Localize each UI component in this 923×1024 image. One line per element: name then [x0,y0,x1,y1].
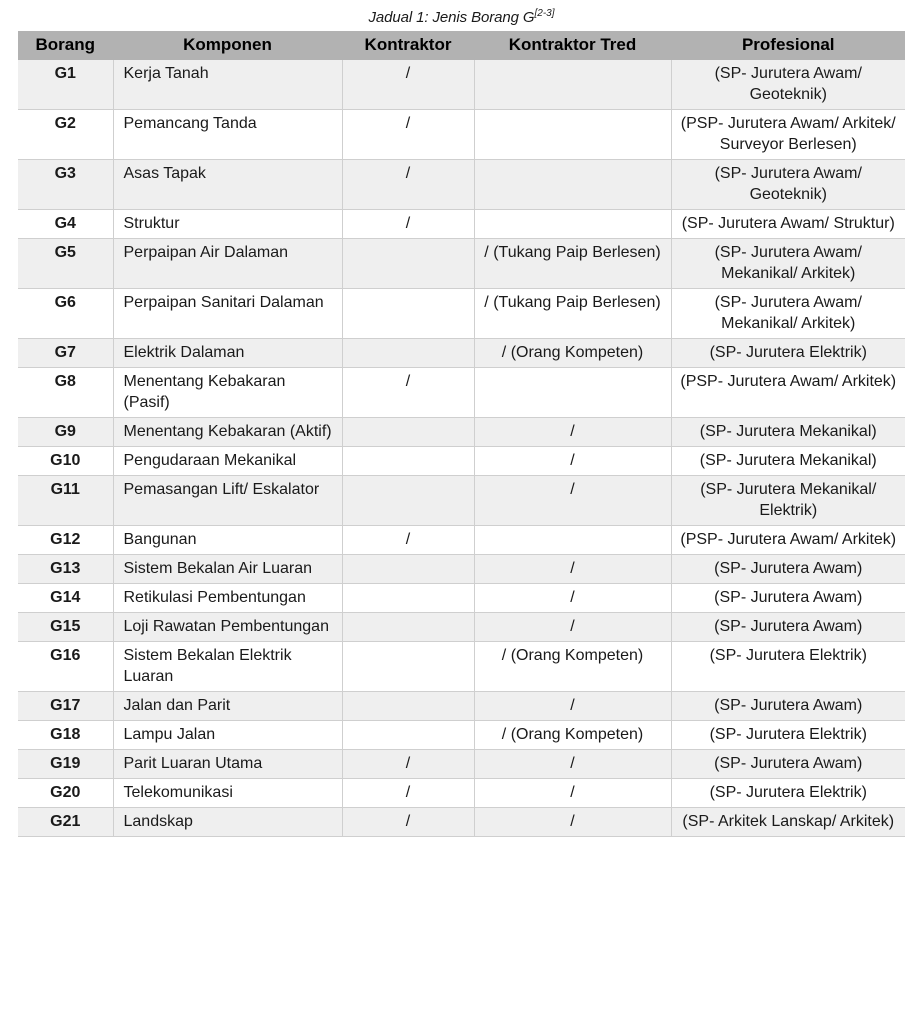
cell-profesional: (SP- Jurutera Awam/ Mekanikal/ Arkitek) [671,239,905,289]
cell-kontraktor [342,555,474,584]
cell-profesional: (SP- Jurutera Awam) [671,750,905,779]
cell-profesional: (SP- Jurutera Awam) [671,555,905,584]
cell-kontraktor-tred: / [474,584,671,613]
cell-profesional: (SP- Jurutera Awam/ Geoteknik) [671,60,905,110]
table-caption [0,0,923,31]
table-caption-reference: [2-3] [534,8,555,19]
cell-borang: G13 [18,555,113,584]
cell-profesional: (SP- Jurutera Awam) [671,613,905,642]
cell-kontraktor: / [342,808,474,837]
cell-komponen: Sistem Bekalan Elektrik Luaran [113,642,342,692]
cell-komponen: Loji Rawatan Pembentungan [113,613,342,642]
cell-komponen: Lampu Jalan [113,721,342,750]
cell-kontraktor-tred: / (Orang Kompeten) [474,339,671,368]
table-row [18,555,905,584]
cell-kontraktor [342,476,474,526]
cell-borang: G6 [18,289,113,339]
cell-profesional: (PSP- Jurutera Awam/ Arkitek/ Surveyor Berlesen) [671,110,905,160]
table-row [18,160,905,210]
cell-kontraktor-tred: / [474,692,671,721]
cell-kontraktor-tred: / (Orang Kompeten) [474,642,671,692]
cell-borang: G17 [18,692,113,721]
cell-kontraktor-tred: / [474,555,671,584]
cell-profesional: (SP- Jurutera Elektrik) [671,339,905,368]
cell-borang: G10 [18,447,113,476]
cell-borang: G8 [18,368,113,418]
cell-borang: G4 [18,210,113,239]
cell-komponen: Menentang Kebakaran (Pasif) [113,368,342,418]
cell-kontraktor-tred [474,110,671,160]
table-row [18,779,905,808]
cell-kontraktor [342,239,474,289]
cell-borang: G1 [18,60,113,110]
table-caption-text: Jadual 1: Jenis Borang G [368,9,535,26]
cell-kontraktor-tred [474,210,671,239]
cell-kontraktor [342,721,474,750]
cell-kontraktor-tred: / (Orang Kompeten) [474,721,671,750]
cell-profesional: (SP- Jurutera Mekanikal/ Elektrik) [671,476,905,526]
cell-profesional: (SP- Arkitek Lanskap/ Arkitek) [671,808,905,837]
table-row [18,447,905,476]
cell-kontraktor-tred [474,160,671,210]
cell-kontraktor: / [342,160,474,210]
cell-profesional: (SP- Jurutera Awam/ Geoteknik) [671,160,905,210]
cell-komponen: Pemasangan Lift/ Eskalator [113,476,342,526]
cell-kontraktor: / [342,526,474,555]
cell-kontraktor-tred [474,368,671,418]
cell-borang: G11 [18,476,113,526]
cell-kontraktor [342,418,474,447]
cell-komponen: Perpaipan Sanitari Dalaman [113,289,342,339]
borang-g-table [18,31,905,837]
cell-profesional: (SP- Jurutera Awam) [671,692,905,721]
cell-komponen: Struktur [113,210,342,239]
cell-kontraktor [342,339,474,368]
cell-komponen: Elektrik Dalaman [113,339,342,368]
cell-borang: G19 [18,750,113,779]
table-header-row [18,31,905,60]
cell-borang: G5 [18,239,113,289]
cell-kontraktor-tred [474,526,671,555]
table-row [18,418,905,447]
cell-kontraktor-tred: / [474,476,671,526]
table-row [18,210,905,239]
cell-borang: G9 [18,418,113,447]
column-header-kontraktor-tred: Kontraktor Tred [474,31,671,60]
cell-borang: G16 [18,642,113,692]
table-row [18,584,905,613]
cell-profesional: (SP- Jurutera Elektrik) [671,721,905,750]
cell-profesional: (SP- Jurutera Elektrik) [671,779,905,808]
table-header [18,31,905,60]
table-row [18,613,905,642]
table-row [18,368,905,418]
cell-profesional: (PSP- Jurutera Awam/ Arkitek) [671,526,905,555]
cell-komponen: Perpaipan Air Dalaman [113,239,342,289]
cell-kontraktor [342,692,474,721]
table-row [18,526,905,555]
cell-profesional: (SP- Jurutera Mekanikal) [671,447,905,476]
cell-profesional: (SP- Jurutera Awam) [671,584,905,613]
column-header-profesional: Profesional [671,31,905,60]
table-row [18,642,905,692]
table-row [18,750,905,779]
cell-kontraktor [342,584,474,613]
table-row [18,339,905,368]
cell-komponen: Telekomunikasi [113,779,342,808]
column-header-borang: Borang [18,31,113,60]
table-container [18,31,905,837]
table-row [18,692,905,721]
cell-kontraktor-tred: / [474,447,671,476]
cell-borang: G21 [18,808,113,837]
cell-kontraktor: / [342,368,474,418]
cell-profesional: (PSP- Jurutera Awam/ Arkitek) [671,368,905,418]
cell-profesional: (SP- Jurutera Elektrik) [671,642,905,692]
cell-borang: G14 [18,584,113,613]
cell-kontraktor-tred: / (Tukang Paip Berlesen) [474,239,671,289]
cell-kontraktor: / [342,60,474,110]
cell-komponen: Bangunan [113,526,342,555]
cell-borang: G3 [18,160,113,210]
cell-kontraktor: / [342,210,474,239]
cell-kontraktor-tred: / (Tukang Paip Berlesen) [474,289,671,339]
cell-kontraktor-tred: / [474,808,671,837]
cell-kontraktor-tred: / [474,750,671,779]
column-header-komponen: Komponen [113,31,342,60]
cell-kontraktor-tred: / [474,418,671,447]
cell-borang: G12 [18,526,113,555]
cell-komponen: Retikulasi Pembentungan [113,584,342,613]
cell-kontraktor [342,289,474,339]
cell-borang: G15 [18,613,113,642]
table-row [18,239,905,289]
cell-komponen: Sistem Bekalan Air Luaran [113,555,342,584]
cell-komponen: Landskap [113,808,342,837]
cell-kontraktor [342,642,474,692]
cell-borang: G7 [18,339,113,368]
cell-kontraktor: / [342,110,474,160]
cell-kontraktor: / [342,750,474,779]
cell-komponen: Asas Tapak [113,160,342,210]
cell-borang: G18 [18,721,113,750]
cell-kontraktor-tred: / [474,613,671,642]
table-row [18,289,905,339]
cell-kontraktor [342,447,474,476]
cell-profesional: (SP- Jurutera Mekanikal) [671,418,905,447]
cell-borang: G20 [18,779,113,808]
table-row [18,110,905,160]
cell-komponen: Menentang Kebakaran (Aktif) [113,418,342,447]
cell-profesional: (SP- Jurutera Awam/ Struktur) [671,210,905,239]
table-row [18,721,905,750]
cell-kontraktor-tred: / [474,779,671,808]
cell-komponen: Pemancang Tanda [113,110,342,160]
cell-komponen: Kerja Tanah [113,60,342,110]
table-body [18,60,905,837]
column-header-kontraktor: Kontraktor [342,31,474,60]
cell-komponen: Jalan dan Parit [113,692,342,721]
cell-kontraktor-tred [474,60,671,110]
cell-komponen: Pengudaraan Mekanikal [113,447,342,476]
cell-borang: G2 [18,110,113,160]
cell-profesional: (SP- Jurutera Awam/ Mekanikal/ Arkitek) [671,289,905,339]
cell-kontraktor: / [342,779,474,808]
cell-kontraktor [342,613,474,642]
table-row [18,60,905,110]
table-row [18,476,905,526]
cell-komponen: Parit Luaran Utama [113,750,342,779]
table-row [18,808,905,837]
